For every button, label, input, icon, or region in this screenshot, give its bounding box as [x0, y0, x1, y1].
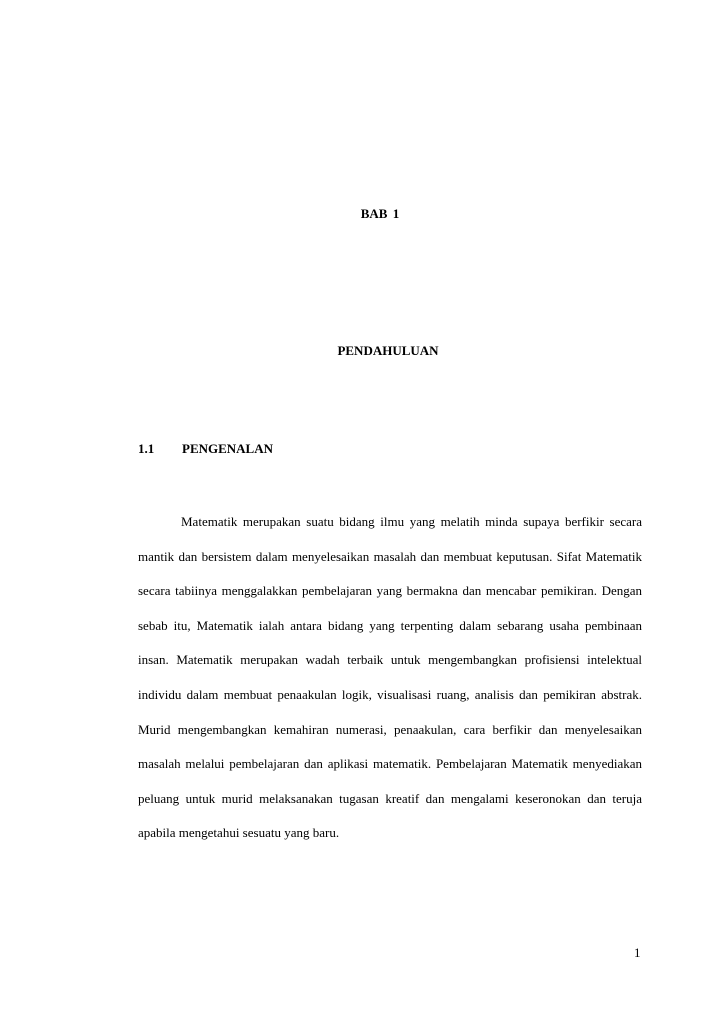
chapter-number: BAB 1: [360, 206, 400, 221]
body-paragraph: Matematik merupakan suatu bidang ilmu yang melatih minda supaya berfikir secara mantik dan bersistem dalam menyelesaikan masalah dan membuat keputusan. Sifat Matematik secara tabiinya menggalakkan pembelajaran yang bermakna dan mencabar pemikiran. Dengan sebab itu, Matematik ialah antara bidang yang terpenting dalam sebarang usaha pembinaan insan. Matematik merupakan wadah terbaik untuk mengembangkan profisiensi intelektual individu dalam membuat penaakulan logik, visualisasi ruang, analisis dan pemikiran abstrak. Murid mengembangkan kemahiran numerasi, penaakulan, cara berfikir dan menyelesaikan masalah melalui pembelajaran dan aplikasi matematik. Pembelajaran Matematik menyediakan peluang untuk murid melaksanakan tugasan kreatif dan mengalami keseronokan dan teruja apabila mengetahui sesuatu yang baru.: [138, 514, 642, 841]
chapter-title: PENDAHULUAN: [337, 343, 439, 358]
page-number: 1: [634, 945, 641, 960]
section-title: PENGENALAN: [182, 441, 274, 456]
section-heading: [138, 441, 273, 457]
section-number: 1.1: [138, 441, 155, 456]
